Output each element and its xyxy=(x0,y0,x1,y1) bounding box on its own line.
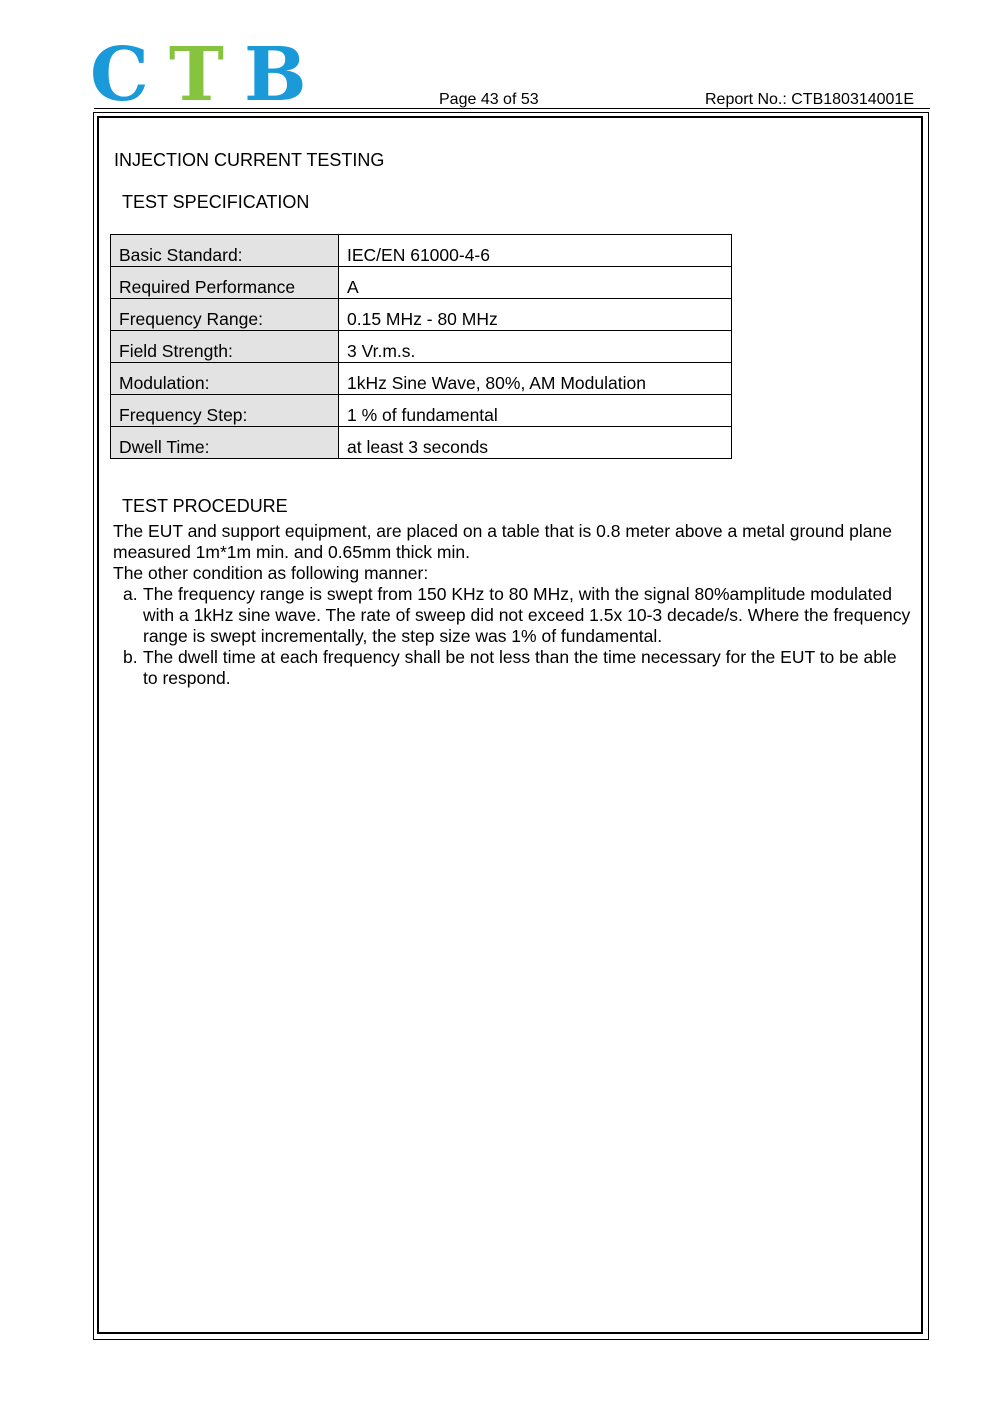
spec-label: Modulation: xyxy=(111,363,339,395)
logo-letter-c: C xyxy=(90,32,149,118)
table-row xyxy=(111,395,732,427)
spec-value: A xyxy=(339,267,732,299)
logo-letter-t: T xyxy=(168,32,224,118)
report-number: Report No.: CTB180314001E xyxy=(704,91,914,108)
spec-value: 0.15 MHz - 80 MHz xyxy=(339,299,732,331)
spec-label: Dwell Time: xyxy=(111,427,339,459)
table-row xyxy=(111,363,732,395)
list-item xyxy=(113,584,913,647)
spec-table xyxy=(110,234,732,459)
table-row xyxy=(111,299,732,331)
ctb-logo xyxy=(90,32,307,118)
list-marker: a. xyxy=(123,584,138,604)
table-row xyxy=(111,331,732,363)
spec-label: Frequency Range: xyxy=(111,299,339,331)
spec-value: at least 3 seconds xyxy=(339,427,732,459)
list-item xyxy=(113,647,913,689)
header-divider xyxy=(94,108,930,109)
procedure-paragraph: The other condition as following manner: xyxy=(113,563,429,583)
spec-label: Frequency Step: xyxy=(111,395,339,427)
spec-label: Basic Standard: xyxy=(111,235,339,267)
spec-value: 1kHz Sine Wave, 80%, AM Modulation xyxy=(339,363,732,395)
procedure-paragraph: The EUT and support equipment, are placed on a table that is 0.8 meter above a metal ground plane measured 1m*1m min. and 0.65mm thick min. xyxy=(113,521,892,562)
spec-value: IEC/EN 61000-4-6 xyxy=(339,235,732,267)
table-row xyxy=(111,427,732,459)
spec-label: Field Strength: xyxy=(111,331,339,363)
table-row xyxy=(111,235,732,267)
procedure-body xyxy=(113,521,913,689)
procedure-title: TEST PROCEDURE xyxy=(122,496,288,516)
list-item-text: The frequency range is swept from 150 KHz to 80 MHz, with the signal 80%amplitude modulated with a 1kHz sine wave. The rate of sweep did not exceed 1.5x 10-3 decade/s. Where the frequency range is swept incrementally, the step size was 1% of fundamental. xyxy=(143,584,911,646)
table-row xyxy=(111,267,732,299)
section-title: INJECTION CURRENT TESTING xyxy=(114,150,385,170)
logo-letter-b: B xyxy=(243,32,307,118)
page-number: Page 43 of 53 xyxy=(439,91,539,108)
spec-value: 3 Vr.m.s. xyxy=(339,331,732,363)
list-marker: b. xyxy=(123,647,138,667)
spec-value: 1 % of fundamental xyxy=(339,395,732,427)
procedure-list xyxy=(113,584,913,689)
spec-title: TEST SPECIFICATION xyxy=(122,192,310,212)
spec-label: Required Performance xyxy=(111,267,339,299)
list-item-text: The dwell time at each frequency shall be not less than the time necessary for the EUT to be able to respond. xyxy=(143,647,897,688)
